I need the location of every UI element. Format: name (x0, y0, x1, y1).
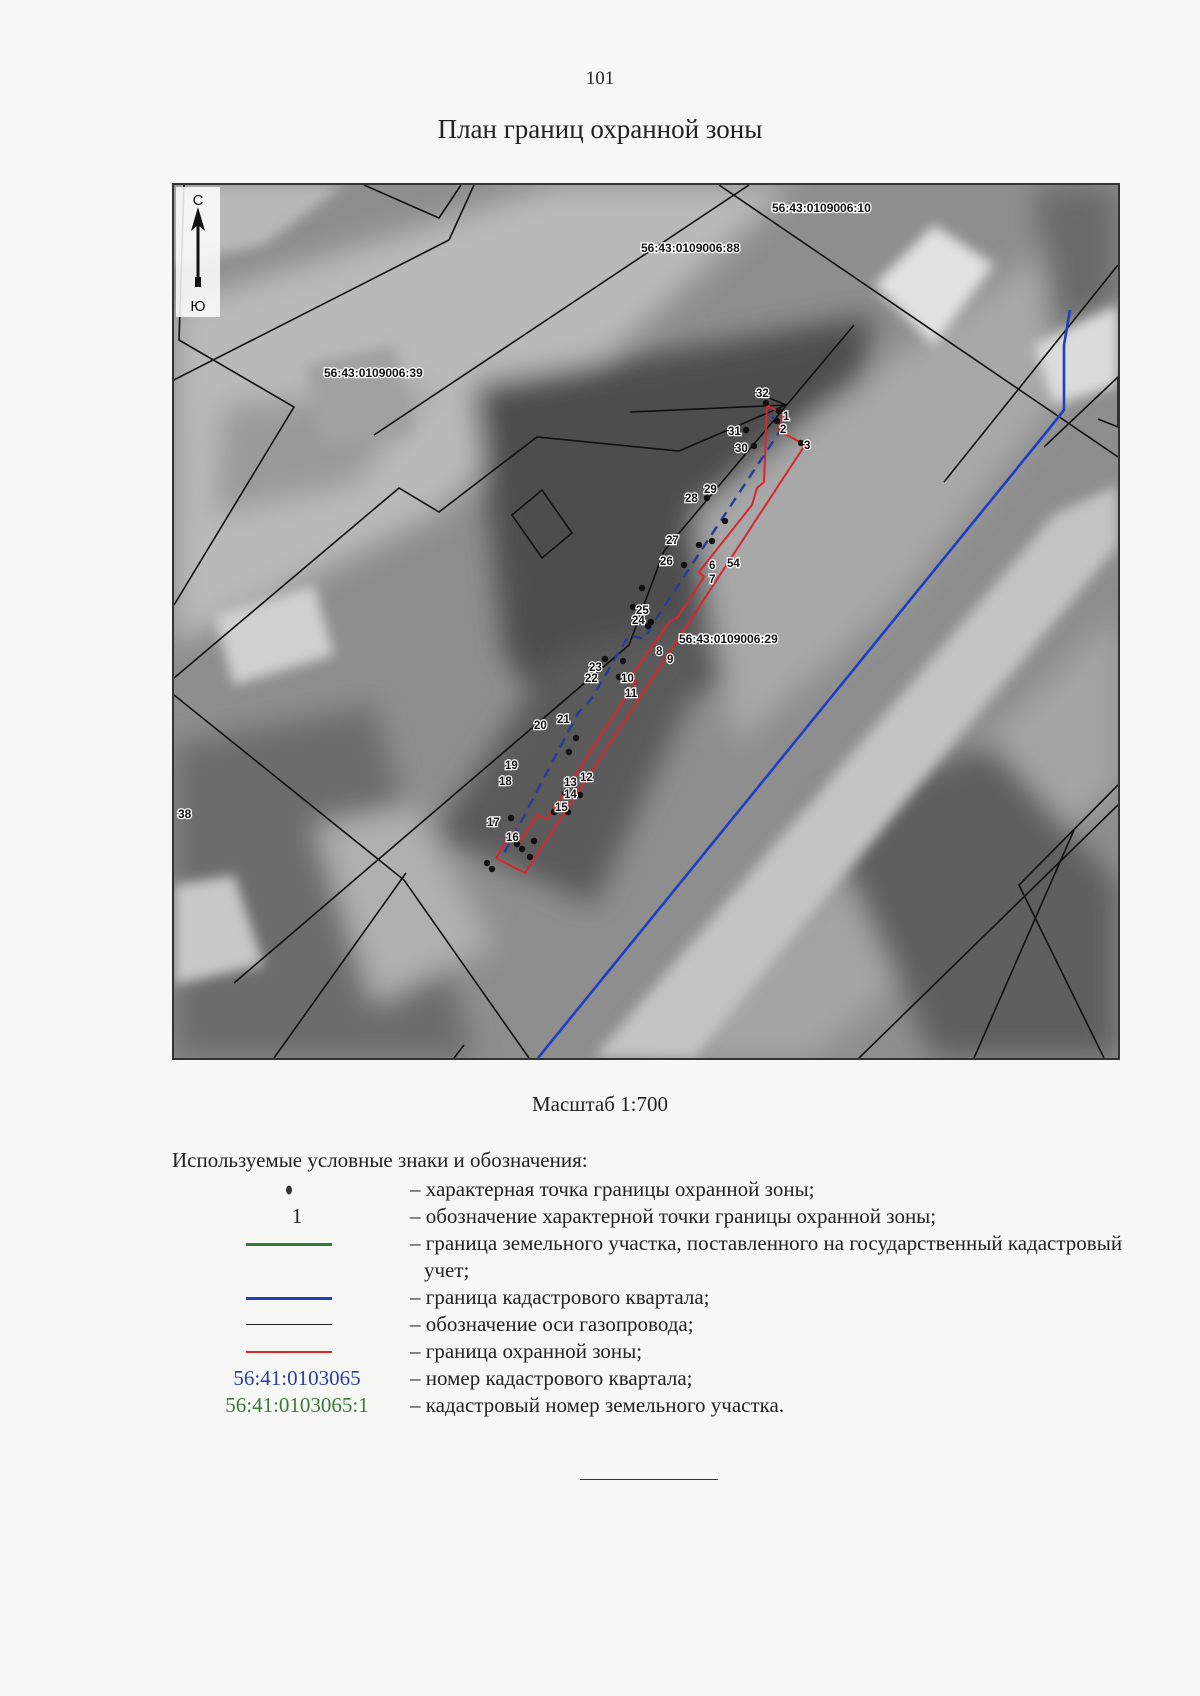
parcel-label-88: 56:43:0109006:88 (641, 241, 740, 255)
legend-item-point-number: 1 – обозначение характерной точки границы охранной зоны; (172, 1203, 1132, 1230)
parcel-label-10: 56:43:0109006:10 (772, 201, 871, 215)
legend-title: Используемые условные знаки и обозначения: (172, 1148, 588, 1172)
north-arrow (176, 187, 220, 317)
black-line-icon (246, 1324, 332, 1325)
page-title: План границ охранной зоны (437, 114, 763, 144)
parcel-label-39: 56:43:0109006:39 (324, 366, 423, 380)
point-label-54: 54 (727, 558, 740, 570)
point-label-30: 30 (735, 443, 748, 455)
point-label-20: 20 (534, 720, 547, 732)
point-label-21: 21 (557, 714, 570, 726)
point-number-sample: 1 (291, 1204, 303, 1228)
point-label-27: 27 (666, 535, 679, 547)
legend-item-quarter-number: 56:41:0103065 – номер кадастрового квартала; (172, 1365, 1132, 1392)
point-label-9: 8 (656, 646, 663, 658)
blue-line-icon (246, 1297, 332, 1300)
point-label-23: 23 (589, 662, 602, 674)
point-label-32: 32 (756, 388, 769, 400)
point-label-15: 15 (555, 802, 568, 814)
point-label-18: 18 (499, 776, 512, 788)
parcel-number-sample: 56:41:0103065:1 (225, 1393, 369, 1417)
point-label-26: 26 (660, 556, 673, 568)
point-label-31: 31 (728, 426, 741, 438)
point-label-6: 6 (709, 560, 716, 572)
legend-item-point: – характерная точка границы охранной зоны; (172, 1176, 1132, 1203)
point-label-29: 29 (704, 484, 717, 496)
quarter-number-sample: 56:41:0103065 (233, 1366, 361, 1390)
point-label-19: 19 (505, 760, 518, 772)
point-label-12: 12 (580, 772, 593, 784)
point-label-13: 13 (564, 777, 577, 789)
map-canvas[interactable] (172, 183, 1120, 1060)
map-scale: Масштаб 1:700 (531, 1092, 668, 1116)
point-label-8: 9 (667, 654, 674, 666)
point-label-24: 24 (632, 615, 645, 627)
legend-item-zone-boundary: – граница охранной зоны; (172, 1338, 1132, 1365)
point-label-25: 25 (636, 605, 649, 617)
legend-item-pipeline-axis: – обозначение оси газопровода; (172, 1311, 1132, 1338)
point-label-10: 10 (621, 673, 634, 685)
point-label-17: 17 (487, 817, 500, 829)
point-label-7: 7 (709, 574, 716, 586)
page-number: 101 (585, 68, 615, 89)
footer-rule (580, 1479, 718, 1480)
point-label-16: 16 (506, 832, 519, 844)
point-label-3: 3 (804, 440, 811, 452)
point-label-11: 11 (625, 688, 638, 700)
red-line-icon (246, 1351, 332, 1353)
point-label-2: 2 (780, 424, 787, 436)
green-line-icon (246, 1243, 332, 1246)
parcel-label-29: 56:43:0109006:29 (679, 632, 778, 646)
point-label-1: 1 (783, 411, 790, 423)
point-label-28: 28 (685, 493, 698, 505)
parcel-label-38: 38 (178, 807, 192, 821)
point-dot-icon (286, 1186, 292, 1195)
legend-item-quarter-boundary: – граница кадастрового квартала; (172, 1284, 1132, 1311)
legend (172, 1176, 1132, 1419)
point-label-22: 22 (585, 673, 598, 685)
north-label: С (192, 192, 204, 209)
point-label-14: 14 (564, 789, 577, 801)
legend-item-parcel-boundary: – граница земельного участка, поставленного на государственный кадастровый учет; (172, 1230, 1132, 1284)
legend-item-parcel-number: 56:41:0103065:1 – кадастровый номер земельного участка. (172, 1392, 1132, 1419)
south-label: Ю (190, 298, 206, 315)
